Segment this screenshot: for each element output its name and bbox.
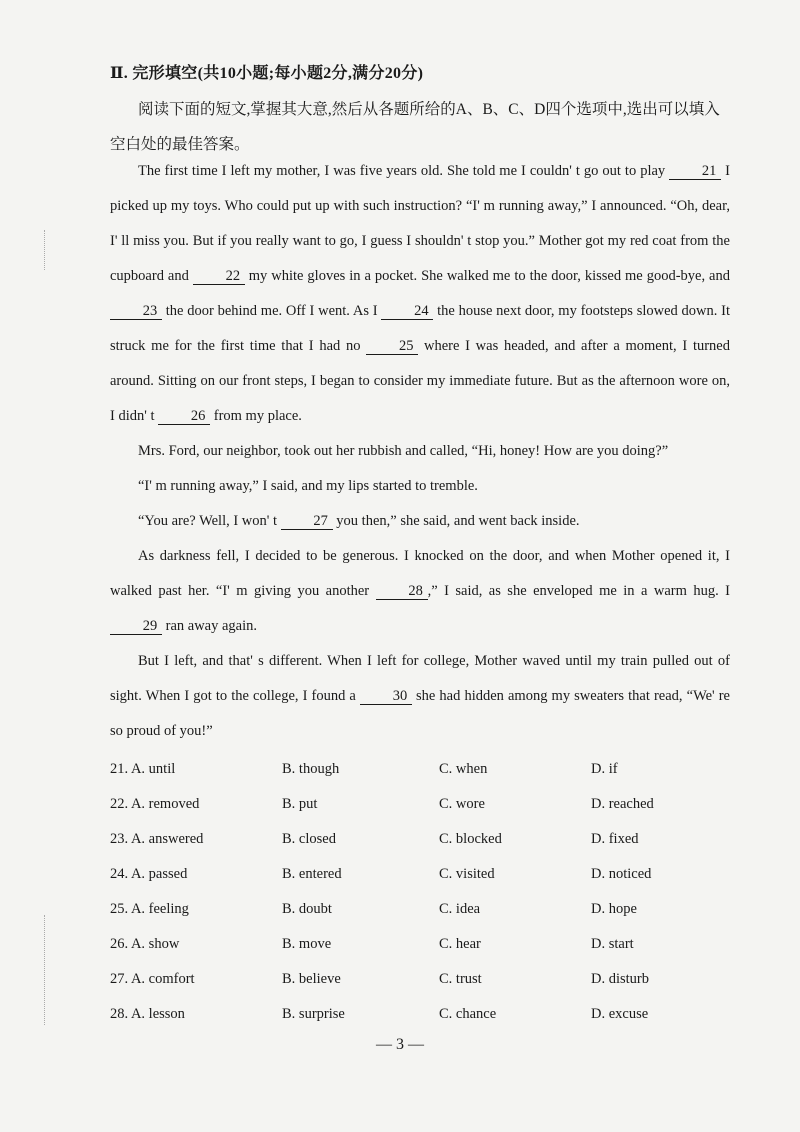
option-choice: D. excuse [591, 1006, 649, 1022]
page-number: — 3 — [376, 1036, 424, 1053]
option-choice: 24. A. passed [110, 866, 188, 882]
blank-number: 22 [193, 268, 245, 285]
blank-number: 28 [376, 583, 428, 600]
option-choice: B. closed [282, 831, 336, 847]
option-row [110, 962, 730, 997]
passage-text: Mrs. Ford, our neighbor, took out her rubbish and called, “Hi, honey! How are you doing?” [138, 443, 669, 459]
passage-text: you then,” she said, and went back inside. [332, 513, 580, 529]
option-choice: 22. A. removed [110, 796, 200, 812]
section-title: Ⅱ. 完形填空(共10小题;每小题2分,满分20分) [110, 65, 424, 82]
passage-text: she had hidden among my sweaters that read, “We' re so proud of you!” [110, 688, 730, 739]
option-choice: C. wore [439, 796, 485, 812]
passage-text: the house next door, my footsteps slowed down. It struck me for the first time that I had no [110, 303, 730, 354]
blank-number: 26 [158, 408, 210, 425]
option-row [110, 892, 730, 927]
passage-text: But I left, and that' s different. When I left for college, Mother waved until my train pulled out of sight. When I got to the college, I found a [110, 653, 730, 704]
option-choice: B. though [282, 761, 340, 777]
binding-margin-mark [44, 915, 55, 1025]
passage-text: ,” I said, as she enveloped me in a warm hug. I [427, 583, 730, 599]
passage-text: from my place. [210, 408, 302, 424]
cloze-passage [110, 154, 730, 749]
blank-number: 25 [366, 338, 418, 355]
option-row [110, 752, 730, 787]
option-choice: 27. A. comfort [110, 971, 195, 987]
passage-text: “I' m running away,” I said, and my lips started to tremble. [138, 478, 478, 494]
option-choice: 23. A. answered [110, 831, 204, 847]
option-choice: 25. A. feeling [110, 901, 189, 917]
binding-margin-mark [44, 230, 55, 270]
option-choice: B. surprise [282, 1006, 345, 1022]
option-choice: D. reached [591, 796, 654, 812]
passage-text: where I was headed, and after a moment, I turned around. Sitting on our front steps, I began to consider my immediate future. But as the afternoon wore on, I didn' t [110, 338, 730, 424]
passage-text: As darkness fell, I decided to be generous. I knocked on the door, and when Mother opened it, I walked past her. “I' m giving you another [110, 548, 730, 599]
passage-paragraph [110, 154, 730, 434]
passage-paragraph [110, 469, 730, 504]
option-choice: 26. A. show [110, 936, 180, 952]
option-row [110, 857, 730, 892]
option-choice: D. hope [591, 901, 637, 917]
blank-number: 29 [110, 618, 162, 635]
option-choice: D. fixed [591, 831, 639, 847]
option-row [110, 997, 730, 1032]
passage-text: “You are? Well, I won' t [138, 513, 281, 529]
option-choice: D. if [591, 761, 618, 777]
option-choice: B. entered [282, 866, 342, 882]
option-choice: C. idea [439, 901, 481, 917]
blank-number: 24 [381, 303, 433, 320]
option-choice: 28. A. lesson [110, 1006, 185, 1022]
option-row [110, 927, 730, 962]
option-choice: D. noticed [591, 866, 652, 882]
option-choice: C. visited [439, 866, 495, 882]
option-choice: C. chance [439, 1006, 497, 1022]
blank-number: 27 [281, 513, 333, 530]
option-choice: D. disturb [591, 971, 649, 987]
option-row [110, 787, 730, 822]
passage-text: my white gloves in a pocket. She walked me to the door, kissed me good-bye, and [244, 268, 730, 284]
answer-options [110, 752, 730, 1032]
passage-paragraph [110, 504, 730, 539]
option-choice: C. when [439, 761, 488, 777]
blank-number: 21 [669, 163, 721, 180]
option-choice: D. start [591, 936, 634, 952]
blank-number: 30 [360, 688, 412, 705]
option-choice: C. trust [439, 971, 482, 987]
option-choice: C. hear [439, 936, 481, 952]
passage-text: the door behind me. Off I went. As I [162, 303, 382, 319]
option-choice: C. blocked [439, 831, 502, 847]
option-choice: B. doubt [282, 901, 332, 917]
instruction-text: 阅读下面的短文,掌握其大意,然后从各题所给的A、B、C、D四个选项中,选出可以填入空白处的最佳答案。 [110, 101, 720, 153]
blank-number: 23 [110, 303, 162, 320]
passage-paragraph [110, 644, 730, 749]
option-choice: 21. A. until [110, 761, 176, 777]
passage-paragraph [110, 434, 730, 469]
passage-text: I picked up my toys. Who could put up with such instruction? “I' m running away,” I announced. “Oh, dear, I' ll miss you. But if you really want to go, I guess I shouldn' t stop you.” Mother got my red coat from the cupboard and [110, 163, 730, 284]
option-choice: B. believe [282, 971, 341, 987]
passage-text: ran away again. [162, 618, 258, 634]
passage-text: The first time I left my mother, I was five years old. She told me I couldn' t go out to play [138, 163, 670, 179]
option-choice: B. move [282, 936, 332, 952]
passage-paragraph [110, 539, 730, 644]
option-choice: B. put [282, 796, 318, 812]
option-row [110, 822, 730, 857]
